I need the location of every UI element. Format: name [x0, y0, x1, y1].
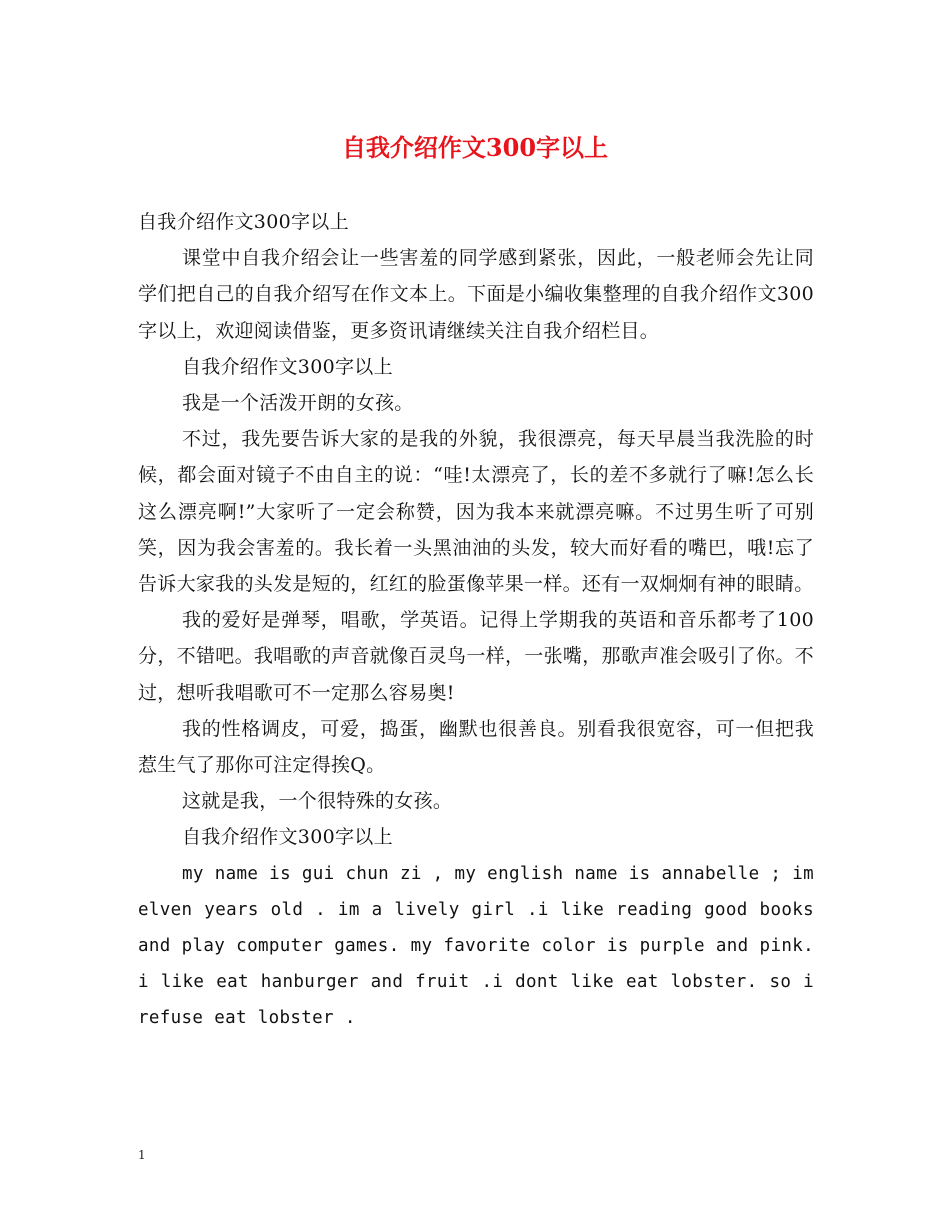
essay-paragraph-appearance: 不过，我先要告诉大家的是我的外貌，我很漂亮，每天早晨当我洗脸的时候，都会面对镜子不由自主的说：“哇!太漂亮了，长的差不多就行了嘛!怎么长这么漂亮啊!”大家听了一定会称赞，因为我本来就漂亮嘛。不过男生听了可别笑，因为我会害羞的。我长着一头黑油油的头发，较大而好看的嘴巴，哦!忘了告诉大家我的头发是短的，红红的脸蛋像苹果一样。还有一双炯炯有神的眼睛。 — [138, 428, 814, 596]
document-title: 自我介绍作文300字以上 — [341, 133, 609, 162]
english-essay-paragraph: my name is gui chun zi , my english name is annabelle ; im elven years old . im a lively girl .i like reading good books and play computer games. my favorite color is purple and pink. i like eat hanburger and fruit .i dont like eat lobster. so i refuse eat lobster . — [138, 863, 814, 1029]
essay-paragraph-opening: 我是一个活泼开朗的女孩。 — [182, 392, 414, 415]
page-number: 1 — [138, 1148, 146, 1162]
essay-heading-2: 自我介绍作文300字以上 — [182, 826, 393, 849]
document-body — [138, 204, 814, 1037]
essay-paragraph-closing: 这就是我，一个很特殊的女孩。 — [182, 790, 453, 813]
essay-paragraph-personality: 我的性格调皮，可爱，捣蛋，幽默也很善良。别看我很宽容，可一但把我惹生气了那你可注定得挨Q。 — [138, 717, 814, 777]
essay-heading-1: 自我介绍作文300字以上 — [182, 355, 393, 378]
section-heading-first: 自我介绍作文300字以上 — [138, 211, 349, 233]
intro-paragraph: 课堂中自我介绍会让一些害羞的同学感到紧张，因此，一般老师会先让同学们把自己的自我介绍写在作文本上。下面是小编收集整理的自我介绍作文300字以上，欢迎阅读借鉴，更多资讯请继续关注自我介绍栏目。 — [138, 247, 814, 342]
essay-paragraph-hobbies: 我的爱好是弹琴，唱歌，学英语。记得上学期我的英语和音乐都考了100分，不错吧。我唱歌的声音就像百灵鸟一样，一张嘴，那歌声准会吸引了你。不过，想听我唱歌可不一定那么容易奥! — [138, 609, 814, 704]
